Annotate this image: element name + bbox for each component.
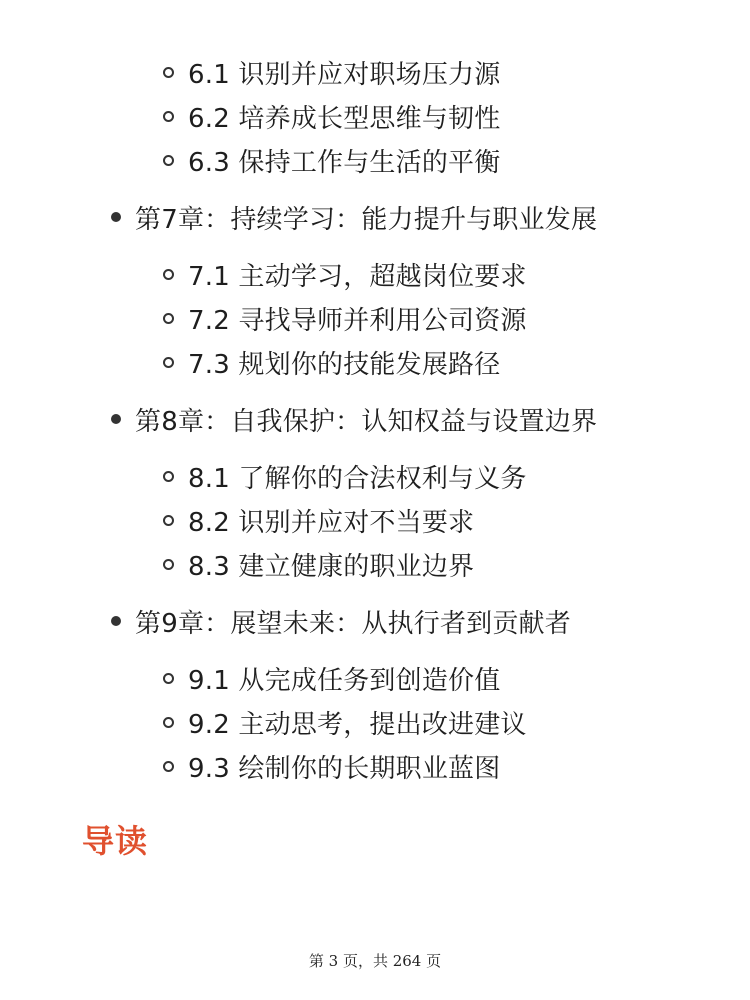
- toc-item-text: 9.1 从完成任务到创造价值: [188, 665, 501, 696]
- toc-item-6-1: [163, 52, 500, 92]
- toc-item-text: 6.3 保持工作与生活的平衡: [188, 147, 501, 178]
- hollow-bullet-icon: [163, 673, 174, 684]
- hollow-bullet-icon: [163, 357, 174, 368]
- toc-item-8-3: [163, 544, 474, 584]
- toc-chapter-8: [111, 399, 597, 439]
- hollow-bullet-icon: [163, 155, 174, 166]
- toc-item-7-3: [163, 342, 500, 382]
- toc-item-text: 6.1 识别并应对职场压力源: [188, 59, 501, 90]
- toc-item-text: 7.2 寻找导师并利用公司资源: [188, 305, 527, 336]
- hollow-bullet-icon: [163, 559, 174, 570]
- toc-item-9-1: [163, 658, 500, 698]
- toc-item-text: 6.2 培养成长型思维与韧性: [188, 103, 501, 134]
- toc-item-text: 9.3 绘制你的长期职业蓝图: [188, 753, 501, 784]
- toc-item-8-1: [163, 456, 527, 496]
- hollow-bullet-icon: [163, 67, 174, 78]
- hollow-bullet-icon: [163, 111, 174, 122]
- section-heading: 导读: [82, 822, 149, 860]
- toc-item-text: 7.1 主动学习，超越岗位要求: [188, 261, 527, 292]
- toc-item-9-3: [163, 746, 500, 786]
- hollow-bullet-icon: [163, 515, 174, 526]
- toc-item-8-2: [163, 500, 474, 540]
- hollow-bullet-icon: [163, 313, 174, 324]
- toc-item-7-1: [163, 254, 527, 294]
- hollow-bullet-icon: [163, 269, 174, 280]
- hollow-bullet-icon: [163, 471, 174, 482]
- solid-bullet-icon: [111, 212, 121, 222]
- toc-chapter-text: 第8章：自我保护：认知权益与设置边界: [135, 406, 598, 437]
- toc-chapter-7: [111, 197, 597, 237]
- toc-item-text: 8.1 了解你的合法权利与义务: [188, 463, 527, 494]
- hollow-bullet-icon: [163, 761, 174, 772]
- toc-chapter-text: 第7章：持续学习：能力提升与职业发展: [135, 204, 598, 235]
- solid-bullet-icon: [111, 616, 121, 626]
- toc-item-text: 8.2 识别并应对不当要求: [188, 507, 475, 538]
- toc-item-9-2: [163, 702, 527, 742]
- toc-item-text: 7.3 规划你的技能发展路径: [188, 349, 501, 380]
- toc-chapter-text: 第9章：展望未来：从执行者到贡献者: [135, 608, 571, 639]
- toc-item-text: 8.3 建立健康的职业边界: [188, 551, 475, 582]
- toc-item-6-2: [163, 96, 500, 136]
- toc-item-6-3: [163, 140, 500, 180]
- toc-item-7-2: [163, 298, 527, 338]
- solid-bullet-icon: [111, 414, 121, 424]
- hollow-bullet-icon: [163, 717, 174, 728]
- toc-chapter-9: [111, 601, 571, 641]
- page-number-footer: 第 3 页，共 264 页: [308, 952, 442, 970]
- toc-item-text: 9.2 主动思考，提出改进建议: [188, 709, 527, 740]
